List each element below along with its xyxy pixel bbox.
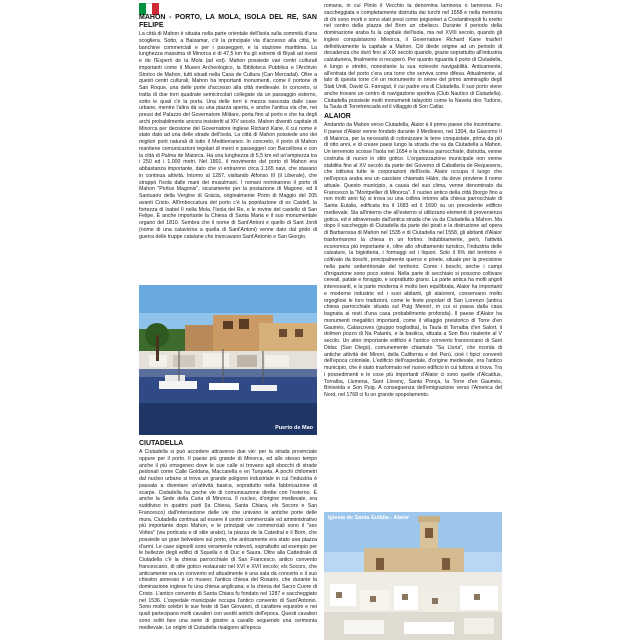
section-heading-alaior: ALAIOR bbox=[324, 113, 351, 120]
column-left-lower bbox=[139, 440, 317, 638]
photo-mahon-port-graphic bbox=[139, 285, 317, 435]
section-heading-ciutadella: CIUTADELLA bbox=[139, 440, 184, 447]
photo-caption-mahon: Puerto de Mao bbox=[275, 425, 313, 431]
photo-mahon-port bbox=[139, 285, 317, 435]
section-heading-mahon: MAHON - PORTO, LA MOLA, ISOLA DEL RE, SAN FELIPE bbox=[139, 14, 317, 29]
section-text-ciutadella: A Ciutadella si può accedere attraverso due vie: per la strada provinciale oppure per il porto. Il paese più grande di Minorca, ed allo stesso tempo anche il più omogeneo dove le sue calle si trovano agli sbocchi di strade pedonali come Calle Goldana, Maccarella e en Turqueta. A pochi chilometri dal nucleo urbano si trova un grande poligono industriale in cui l'industria è passata a diventare un'attività basica, soprattutto nella fabbricazione di scarpe. Ciutadella ha poche vie di comunicazione dirette con l'esterno. È anche la Sede della Curia di Minorca. Il nucleo, d'origine medievale, era suddiviso in quattro parti (la Chiesa, Santa Chiara, els Socors e San Francesco) dall'intersezione delle vie che univano le antiche porte delle mura. Ciutadella continua ad essere il centro commerciale ed amministrativo più importante dopo Mahon, e le principali vie commerciali sono il "ses Voltes" (via porticata e di stile arabo), la piazza de la Catedral e il Born, che possiede un gran belvedere sul porto, che anticamente era stato una piazza d'armi. Le case signorili sono veramente notevoli, soprattutto ad esempio per le bellezze degli edifici di Squella o di Duc e Saura. Oltre alla Cattedrale di Ciutadella c'è la chiesa parrocchiale di San Francesco, antico convento francescano, di stile gotico restaurato nel XVI e XVII secolo; els Socors, che anticamente era un convento ed attualmente è una sala da concerto e il suo chiostro annesso è un museo; l'antica chiesa del Rosario, che durante la dominazione inglese fu una chiesa anglicana; e la chiesa del Sacro Cuore di Cristo. L'antico convento di Santa Chiara fu fondato nel 1287 e saccheggiato nel 1536. L'ospedale municipale occupa l'antico convento di Sant'Antonio. Sono molto celebri le sue feste di San Giovanni, di carattere equestre e nei quali partecipano molti cavalieri con vestiti antichi dell'epoca. Questi cavalieri sono soliti fare una serie di giostre a cavallo seguendo una cerimonia medievale. Le origini di Ciutadella risalgono all'epoca bbox=[139, 449, 317, 631]
photo-santa-eulalia-graphic bbox=[324, 512, 502, 640]
column-right bbox=[324, 3, 502, 508]
section-text-alaior: Andando da Mahon verso Ciutadella, Alaior è il primo paese che incontriamo. Il paese d'Alaior venne fondato durante il Medioevo, nel 1304, da Giacomo II di Maiorca, per la necessità di colonizzare le terre conquistate, prima da più di otto anni, e di creare paesi lungo la strada che va da Ciutadella a Mahon. Un terremoto scosse l'isola nel 1654 e la chiesa parrocchiale, distrutta, venne costruita di nuovo in stile gotico. L'organizzazione municipale non venne stabilita fino al XV secolo da parte del Governo di Caballeria de Requesens, che istituiva tutte le corporazioni dell'isola. Alaior occupa il luogo che nell'epoca araba era un casolare chiamato Hàlor, da dove proviene il nome attuale. Questo municipio, a causa del suo clima, venne denominato da Francesco la "Montpellier di Minorca". Il nucleo antico della città (borgo fino a non molti anni fa) si trova su una collina intorno alla chiesa parrocchiale di Santa Eulalia, edificata tra il 1683 ed il 1690 su un precedente edificio medievale. Sia all'interno che all'esterno si utilizzano elementi di provenienza gotica, ed è attraversato dall'antica strada che va da Ciutadella a Mahon. Ma dopo il saccheggio di Ciutadella da parte dei pirati e la distruzione ad opera di Barbarossa di Mahon nel 1535 e di Ciutadella nel 1558, gli abitanti d'Alaior trasformarono la chiesa in un fortino. Indubbiamente, però, l'attività economica più importante è, oltre allo sfruttamento turistico, l'industria delle calzature, la bigiotteria, i formaggi ed i liquori. Solo il 6% del territorio è coltivato da boschi, principalmente querce e pinete, situate per la precisione nella parte settentrionale del territorio. Come i boschi, anche i campi d'irrigazione sono poco estesi. Nella parte di secchiaio si possono coltivare cereali, patate e foraggio, e soprattutto grano. La parte antica ha molti angoli interessanti, e la parte moderna è molto ben equilibrata. Alaior ha importanti e moderne industrie ed i suoi abitanti, gli alaioreni, conservano molto orgogliosi le loro tradizioni, come le feste popolari di San Lorenzo (antica chiesa parrocchiale situata sul Puig Menorì, in cui si passa dalla casa bagnata ai resti d'una casa probabilmente profonda). Il paese d'Alaior ha monumenti megalitici importanti, come il villaggio preistorico di Torre d'en Gaumés, Calascoves (gruppo troglodita), la Taula di Torralba d'en Salort, il dolmen pozzo di Na Palarés, e la basilica, situata a Son Bou risalente al V secolo. Un altro importante edificio è l'antico convento francescano di Sant Didac (San Diego), comunemente chiamato "Sa Lluna", che ricorda di antiche attività dei Minori, della California e del Perù. cioè i tipici conventi dell'epoca coloniale. L'edificio dell'ospedale, d'origine medievale, era l'antico municipio, che è stato trasformato nel nuovo edificio in cui tuttora si trova. Tra i possedimenti e le cose più importanti d'Alaior ci sono quelle d'Alcaidus, Torralba, Llumena, Sant Llorenç, Santa Ponça, la Torre d'en Gaumés, Binixeida e Son Puig. A conseguenza dell'emigrazione verso l'America del Nord, nel 1768 ci fu un grande spopolamento. bbox=[324, 122, 502, 398]
section-text-mahon: La città di Mahon è situata nella parte orientale dell'isola sulla sommità d'una scogliera. Sotto, a Baixamar, c'è la principale via d'accesso alla città, le banchine commerciali e per i passeggeri, e la stazione marittima. La lunghezza massima di Minorca è di 47,5 km fra gli estremi di Biyali ad ovest e de l'Esperò de la Mola (ad est). Mahon possiede vari centri culturali importanti come il Museo Archeologico, la Biblioteca Pubblica e l'Archivio Storico de Mahon, tutti situati nella Casa de Cultura (Can Mercadal). Oltre a questi centri culturali, Mahon ha importanti monumenti, come il portone di San Roque, una delle porte d'accesso alla città medievale. In concreto, si tratta di due torri quadrate semicircolari collegate da un passaggio esterno, sotto le quali c'è la porta. Una delle torri è mezza nascosta dalle case urbane, mentre l'altra dà su una piazza aperta, e anche l'antica via che, nei pressi del Palazzo del Governatore Militare, porta fino al porto e che ha degli archi probabilmente ancora insisteriti al XIV secolo. Mahon diventò capitale di Minorca per decisione del Governatore inglese Richard Kane, il cui nome è stato dato ad una delle strade dell'isola. La città di Mahon possiede uno dei migliori porti naturali di tutto il Mediterraneo. In concreto, il porto di Mahon mantiene comunicazioni regolari di merci e passeggeri con Barcellona e con la città di Palma de Maiorca. Ha una lunghezza di 5,5 km ed un'ampiezza tra i 250 ed i 1.000 metri. Nel 1801, il movimento del porto di Mahon era abbastanza importante, dato che vi entrarono circa 1.165 navi, che stavano in continua attività. Intorno al 1287, visitando Alfonso III (il Liberale), che strappò l'isola dalle mani dei musulmani. I romani nominarono il porto di Mahon "Portus Magonis", sicuramente per la postazione di Magone, ed il Santuario della Vergine di Gràcia, originalmente Porto di Maggio del 205 avanti Cristo. All'imboccatura del porto c'è la popolazione di es Castell, la fortezza di Isabel II nella Mola, l'Isola del Re, e le rovine del castello di San Felipe. È anche importante la Chiesa di Santa Maria e il suo monumentale organo del 1810. Sembra che il nome di Sant'Antoni e quello di Sant Jordi (nome di una calavicina a quella di Sant'Antoni) venne dato dal grido di guerra delle truppe catalane che invocavano Sant'Antonio e San Giorgio. bbox=[139, 31, 317, 240]
photo-santa-eulalia bbox=[324, 512, 502, 640]
column-left bbox=[139, 14, 317, 286]
section-text-ciutadella-continued: romana, in cui Plinio il Vecchio la denomina Iamnona o Iamnona. Fu saccheggiata e completamente distrutta dai turchi nel 1558 e nella memoria di chi sono morti e sono stati presi come prigionieri a Costantinopoli fu eretto nel centro della piazza del Born un obelisco. Durante il periodo della dominazione araba fu la capitale dell'isola, ma nel XVIII secolo, quando gli inglesi conquistarono Minorca, il Governatore Richard Kane trasferì definitivamente la capitale a Mahon. Ciò diede origine ad un periodo di decadenza che durò fino al XIX secolo quando, grazie soprattutto all'industria calzaturiera, finalmente si recuperò. Per quanto riguarda il porto di Ciutadella, è lungo e stretto, nonostante la sua notevole navigabilità. Anticamente, all'entrata del porto c'era una torre che serviva come difesa. Attualmente, al lato di questa torre c'è un monumento in onore del primo ammiraglio degli Stati Uniti, David G. Farragut, il cui padre era di Ciutadella. Il suo porto viene anche trovare un centro di navigazione sportiva (Club Nautico di Ciutadella). Ciutadella possiede molti monumenti talayotici come la Naveta des Tudons, la Taula di Torretrencada ed il villaggio di Son Catlar. bbox=[324, 3, 502, 111]
photo-caption-santa-eulalia: Iglesia de Santa Eulàlia - Alaior bbox=[328, 515, 410, 521]
